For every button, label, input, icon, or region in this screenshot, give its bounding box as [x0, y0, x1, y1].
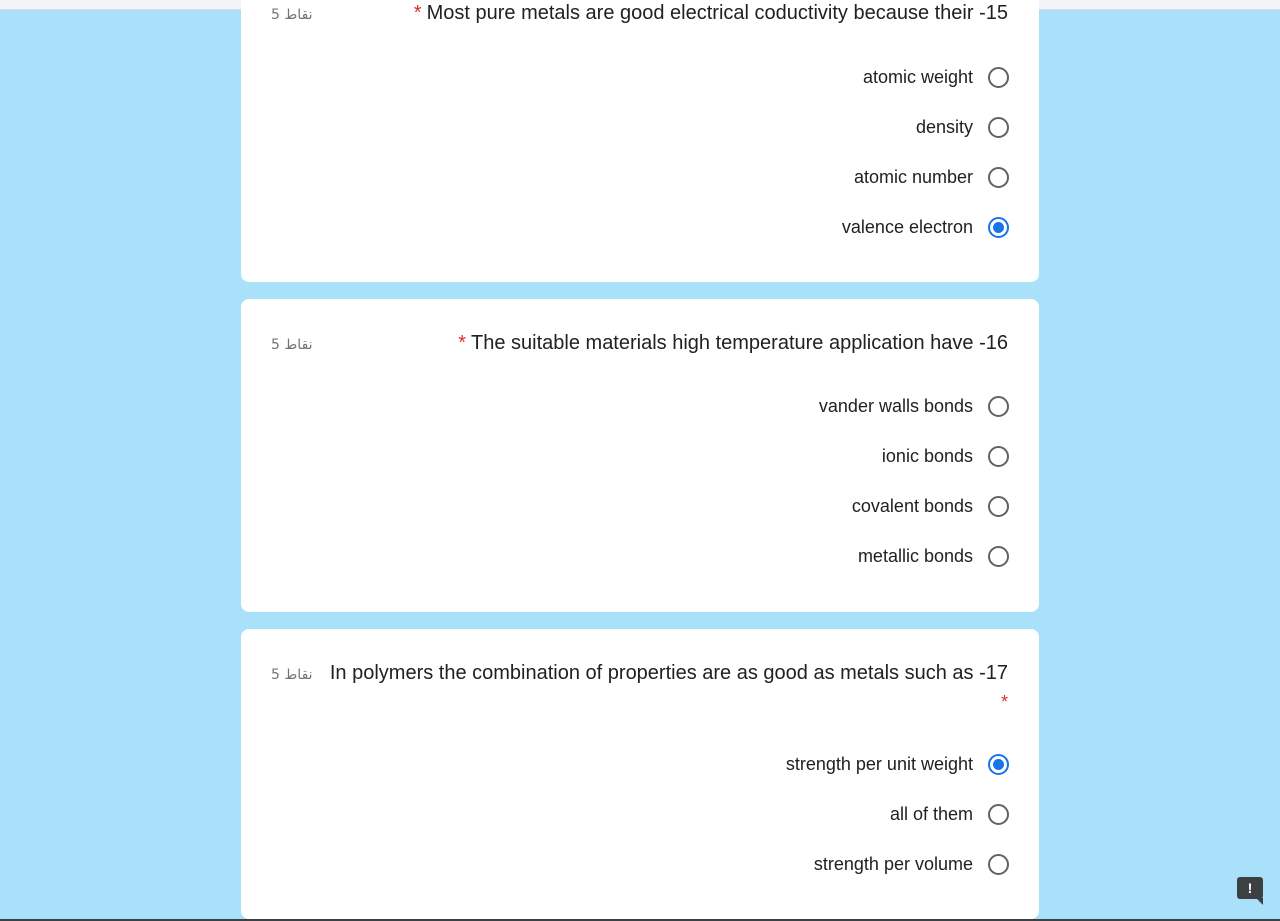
required-asterisk: * — [458, 332, 467, 354]
option-metallic-bonds[interactable] — [858, 543, 1009, 569]
question-text: In polymers the combination of properties are as good as metals such as -17 — [329, 662, 1008, 684]
option-label: valence electron — [841, 216, 973, 237]
radio-button[interactable] — [988, 117, 1009, 138]
question-title — [414, 2, 1008, 25]
question-text: The suitable materials high temperature application have -16 — [471, 332, 1008, 354]
option-label: covalent bonds — [851, 495, 973, 516]
points-label: 5 نقاط — [271, 667, 313, 683]
points-label: 5 نقاط — [271, 7, 313, 23]
option-ionic-bonds[interactable] — [882, 443, 1009, 469]
radio-button[interactable] — [988, 496, 1009, 517]
radio-button[interactable] — [988, 804, 1009, 825]
question-card-15 — [241, 0, 1039, 282]
question-text: Most pure metals are good electrical coductivity because their -15 — [426, 2, 1008, 24]
radio-button[interactable] — [988, 67, 1009, 88]
radio-button[interactable] — [988, 546, 1009, 567]
radio-button[interactable] — [988, 396, 1009, 417]
question-title — [458, 332, 1008, 355]
radio-button[interactable] — [988, 854, 1009, 875]
option-label: metallic bonds — [857, 545, 973, 566]
feedback-glyph: ! — [1247, 880, 1253, 896]
option-atomic-weight[interactable] — [863, 64, 1009, 90]
question-card-16 — [241, 299, 1039, 612]
radio-button-selected[interactable] — [988, 217, 1009, 238]
option-density[interactable] — [916, 114, 1009, 140]
option-vander-walls-bonds[interactable] — [819, 393, 1009, 419]
option-strength-per-unit-weight[interactable] — [786, 751, 1009, 777]
radio-button[interactable] — [988, 167, 1009, 188]
option-strength-per-volume[interactable] — [814, 851, 1009, 877]
required-asterisk: * — [413, 2, 422, 24]
radio-button[interactable] — [988, 446, 1009, 467]
question-card-17 — [241, 629, 1039, 919]
question-title — [330, 662, 1008, 685]
option-label: all of them — [889, 803, 973, 824]
option-atomic-number[interactable] — [854, 164, 1009, 190]
option-covalent-bonds[interactable] — [852, 493, 1009, 519]
option-label: vander walls bonds — [818, 395, 973, 416]
option-label: density — [915, 116, 973, 137]
option-label: strength per volume — [813, 853, 973, 874]
option-label: strength per unit weight — [785, 753, 973, 774]
option-valence-electron[interactable] — [842, 214, 1009, 240]
required-asterisk: * — [1000, 692, 1008, 712]
option-label: ionic bonds — [881, 445, 973, 466]
option-label: atomic weight — [862, 66, 973, 87]
option-all-of-them[interactable] — [890, 801, 1009, 827]
points-label: 5 نقاط — [271, 337, 313, 353]
radio-button-selected[interactable] — [988, 754, 1009, 775]
option-label: atomic number — [853, 166, 973, 187]
feedback-icon[interactable] — [1237, 877, 1263, 899]
